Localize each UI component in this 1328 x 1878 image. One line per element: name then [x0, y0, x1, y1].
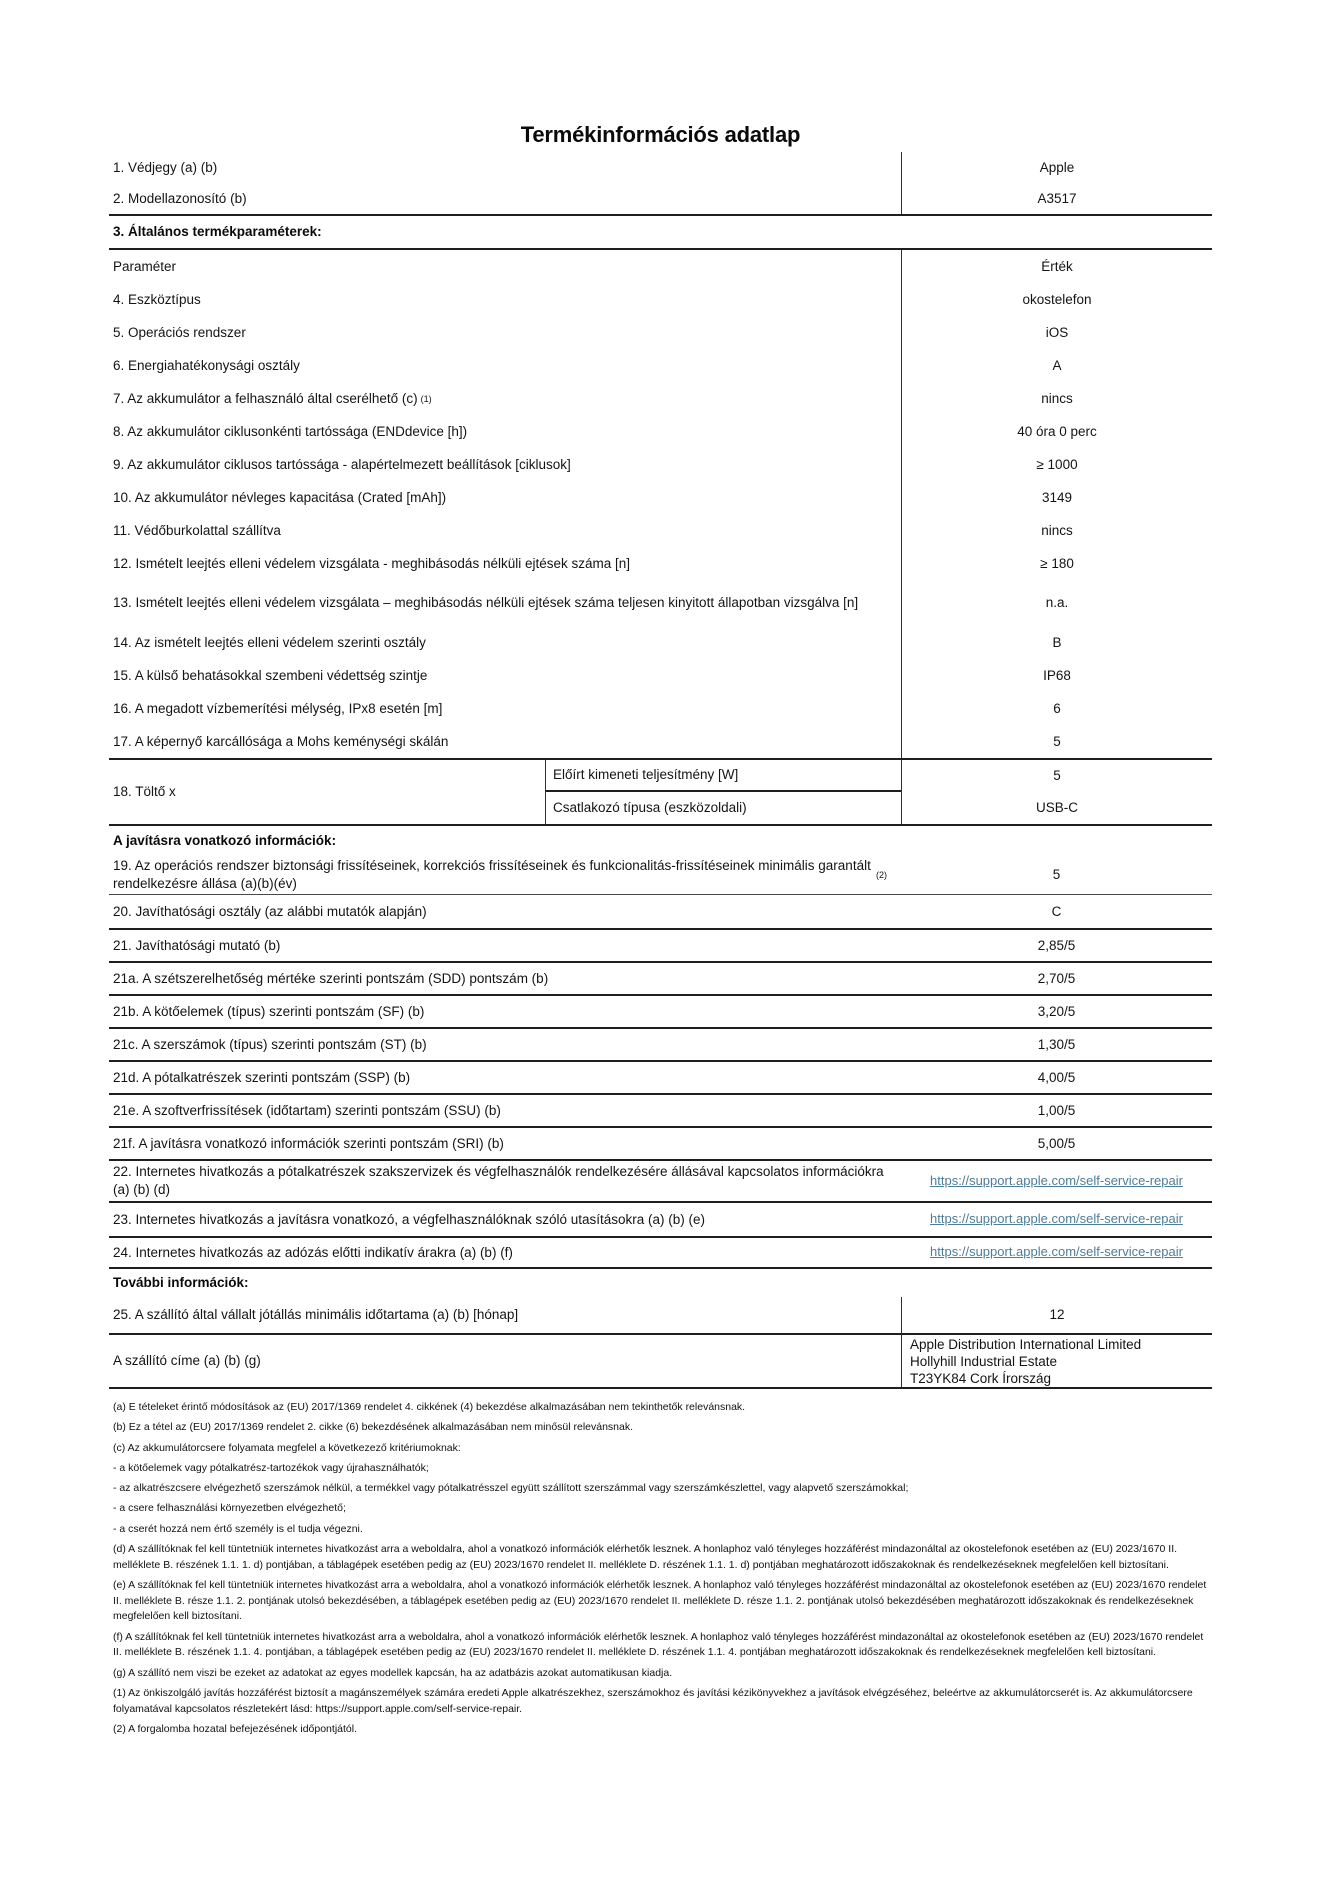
footnote: (f) A szállítóknak fel kell tüntetniük internetes hivatkozást arra a weboldalra, ahol a vonatkozó információk elérhetők lesznek. A honlaphoz való tényleges hozzáférést mindazonáltal az okostelefonok esetében az (EU) 2023/1670 rendelet II. melléklete B. részének 1.1. 4. pontjában, a táblagépek esetében pedig az (EU) 2023/1670 rendelet II. melléklete D. részének 1.1. 4. pontjában meghatározott időszakoknak és rendelkezéseknek megfelelően kell biztosítani. [113, 1630, 1204, 1659]
table-row-battery-cycles [109, 448, 1212, 481]
row-label: 21. Javíthatósági mutató (b) [113, 937, 281, 953]
table-row-battery-replaceable [109, 382, 1212, 415]
row-label: 12. Ismételt leejtés elleni védelem vizsgálata - meghibásodás nélküli ejtések száma [n] [113, 555, 631, 571]
table-row-score-sdd [109, 963, 1212, 996]
table-row-repair-index [109, 930, 1212, 963]
row-value [901, 1203, 1212, 1236]
footnote: (g) A szállító nem viszi be ezeket az adatokat az egyes modellek kapcsán, ha az adatbázis azokat automatikusan kiadja. [113, 1666, 673, 1679]
row-label-text: 19. Az operációs rendszer biztonsági frissítéseinek, korrekciós frissítéseinek és funkcionalitás-frissítéseinek minimális garantált rendelkezésre állása (a)(b)(év) [113, 858, 871, 891]
row-value: 6 [901, 692, 1212, 725]
address-line: Hollyhill Industrial Estate [910, 1353, 1058, 1369]
row-value: 2,85/5 [1037, 937, 1076, 953]
footnote: (a) E tételeket érintő módosítások az (EU) 2017/1369 rendelet 4. cikkének (4) bekezdése alkalmazásában nem tekinthetők relevánsnak. [113, 1401, 746, 1413]
table-row-drop-test [109, 547, 1212, 580]
row-value: B [901, 626, 1212, 659]
row-label-text: 7. Az akkumulátor a felhasználó által cserélhető (c) [113, 390, 418, 406]
row-value: 5 [1052, 867, 1061, 883]
support-link[interactable]: https://support.apple.com/self-service-repair [930, 1211, 1183, 1227]
table-row-energy-class [109, 349, 1212, 382]
row-value: 1,00/5 [1037, 1102, 1076, 1118]
footnotes-block [109, 1389, 1212, 1738]
table-row-scratch-resistance [109, 725, 1212, 760]
table-row-score-ssu [109, 1095, 1212, 1128]
row-label: 5. Operációs rendszer [113, 324, 246, 340]
row-label: 2. Modellazonosító (b) [113, 190, 247, 206]
table-row-battery-endurance [109, 415, 1212, 448]
row-label: 21e. A szoftverfrissítések (időtartam) szerinti pontszám (SSU) (b) [113, 1102, 501, 1118]
support-link[interactable]: https://support.apple.com/self-service-repair [930, 1244, 1183, 1260]
row-value: n.a. [901, 580, 1212, 626]
row-value: 12 [901, 1297, 1212, 1333]
row-label: 21d. A pótalkatrészek szerinti pontszám (SSP) (b) [113, 1069, 411, 1085]
table-row-warranty [109, 1297, 1212, 1335]
table-row-indicative-prices-link [109, 1238, 1212, 1269]
row-value: okostelefon [901, 283, 1212, 316]
charger-subrow-connector [545, 792, 1212, 824]
row-value: 1,30/5 [1037, 1036, 1076, 1052]
section-header-general: 3. Általános termékparaméterek: [109, 216, 1212, 250]
row-label: 20. Javíthatósági osztály (az alábbi mutatók alapján) [113, 903, 427, 919]
row-label: 15. A külső behatásokkal szembeni védettség szintje [113, 667, 428, 683]
row-label: Előírt kimeneti teljesítmény [W] [545, 760, 901, 792]
row-value: 3149 [901, 481, 1212, 514]
table-row-spare-parts-link [109, 1161, 1212, 1203]
table-row-ingress-protection [109, 659, 1212, 692]
row-label: 21f. A javításra vonatkozó információk szerinti pontszám (SRI) (b) [113, 1135, 504, 1151]
footnote: - a kötőelemek vagy pótalkatrész-tartozékok vagy újrahasználhatók; [113, 1461, 429, 1474]
row-label: 9. Az akkumulátor ciklusos tartóssága - alapértelmezett beállítások [ciklusok] [113, 456, 571, 472]
table-row-score-ssp [109, 1062, 1212, 1095]
table-row-drop-class [109, 626, 1212, 659]
table-row-repair-class [109, 895, 1212, 930]
row-value: iOS [901, 316, 1212, 349]
table-row-os-updates [109, 856, 1212, 895]
column-header-param: Paraméter [113, 258, 177, 274]
row-label: 24. Internetes hivatkozás az adózás előtti indikatív árakra (a) (b) (f) [113, 1244, 513, 1260]
row-value: 40 óra 0 perc [901, 415, 1212, 448]
row-label: 18. Töltő x [113, 784, 176, 800]
table-row-drop-test-open [109, 580, 1212, 626]
row-value: 5 [901, 725, 1212, 758]
footnote: - a cserét hozzá nem értő személy is el tudja végezni. [113, 1522, 363, 1535]
table-row-os [109, 316, 1212, 349]
row-value: 5,00/5 [1037, 1135, 1076, 1151]
table-row-supplier-address [109, 1335, 1212, 1389]
footnote: (2) A forgalomba hozatal befejezésének időpontjától. [113, 1722, 357, 1735]
table-row-battery-capacity [109, 481, 1212, 514]
row-label: 19. Az operációs rendszer biztonsági frissítéseinek, korrekciós frissítéseinek és funkcionalitás-frissítéseinek minimális garantált rendelkezésre állása (a)(b)(év) (2) [113, 858, 887, 891]
row-label: 11. Védőburkolattal szállítva [113, 522, 281, 538]
row-label: Csatlakozó típusa (eszközoldali) [545, 792, 901, 824]
row-value [901, 1238, 1212, 1267]
charger-subtable [545, 760, 1212, 824]
row-value: 5 [901, 760, 1212, 792]
row-label: 23. Internetes hivatkozás a javításra vonatkozó, a végfelhasználóknak szóló utasításokra (a) (b) (e) [113, 1211, 706, 1227]
row-label: 7. Az akkumulátor a felhasználó által cserélhető (c) (1) [113, 390, 432, 406]
row-label: 21a. A szétszerelhetőség mértéke szerinti pontszám (SDD) pontszám (b) [113, 970, 549, 986]
row-value: IP68 [901, 659, 1212, 692]
row-label: 4. Eszköztípus [113, 291, 201, 307]
footnote: (e) A szállítóknak fel kell tüntetniük internetes hivatkozást arra a weboldalra, ahol a vonatkozó információk elérhetők lesznek. A honlaphoz való tényleges hozzáférést mindazonáltal az okostelefonok esetében az (EU) 2023/1670 rendelet II. melléklete B. része 1.1. 2. pontjának utolsó bekezdésében, a táblagépek esetében pedig az (EU) 2023/1670 rendelet II. melléklete D. része 1.1. 2. pontjának utolsó bekezdésében meghatározott időszakoknak és rendelkezéseknek megfelelően kell biztosítani. [113, 1578, 1207, 1623]
row-label: 25. A szállító által vállalt jótállás minimális időtartama (a) (b) [hónap] [113, 1307, 519, 1323]
row-label: 21b. A kötőelemek (típus) szerinti pontszám (SF) (b) [113, 1003, 425, 1019]
footnote: - a csere felhasználási környezetben elvégezhető; [113, 1502, 346, 1515]
row-label: 14. Az ismételt leejtés elleni védelem szerinti osztály [113, 634, 426, 650]
row-label: 6. Energiahatékonysági osztály [113, 357, 300, 373]
row-value: ≥ 1000 [901, 448, 1212, 481]
table-row-charger [109, 760, 1212, 826]
table-row-score-sri [109, 1128, 1212, 1161]
row-value: 2,70/5 [1037, 970, 1076, 986]
footnote: - az alkatrészcsere elvégezhető szerszámok nélkül, a termékkel vagy pótalkatrésszel együtt szállított szerszámmal vagy szerszámkészlettel, vagy alapvető szerszámokkal; [113, 1482, 909, 1494]
row-value: A [901, 349, 1212, 382]
section-header-repair: A javításra vonatkozó információk: [113, 833, 337, 849]
footnote: (1) Az önkiszolgáló javítás hozzáférést biztosít a magánszemélyek számára eredeti Apple alkatrészekhez, szerszámokhoz és javítási kézikönyvekhez a javítások elvégzéséhez, beleértve az akkumulátorcserét is. Az akkumulátorcsere folyamatával kapcsolatos részletekért lásd: https://support.apple.com/self-service-repair. [113, 1686, 1193, 1715]
row-value: Apple [901, 152, 1212, 183]
supplier-address [901, 1335, 1212, 1387]
row-label: 13. Ismételt leejtés elleni védelem vizsgálata – meghibásodás nélküli ejtések száma teljesen kinyitott állapotban vizsgálva [n] [113, 595, 859, 611]
support-link[interactable]: https://support.apple.com/self-service-repair [930, 1172, 1183, 1188]
table-row-score-sf [109, 996, 1212, 1029]
row-label: 17. A képernyő karcállósága a Mohs keménységi skálán [113, 733, 449, 749]
page-title: Termékinformációs adatlap [520, 122, 801, 147]
table-row-model-id [109, 183, 1212, 216]
row-value: nincs [901, 382, 1212, 415]
table-row-immersion-depth [109, 692, 1212, 725]
row-label: 22. Internetes hivatkozás a pótalkatrészek szakszervizek és végfelhasználók rendelkezésére állásával kapcsolatos információkra (a) (b) (d) [113, 1164, 884, 1197]
row-label: 21c. A szerszámok (típus) szerinti pontszám (ST) (b) [113, 1036, 427, 1052]
column-header-value: Érték [901, 250, 1212, 283]
row-value [901, 1161, 1212, 1201]
row-label: 10. Az akkumulátor névleges kapacitása (Crated [mAh]) [113, 489, 447, 505]
table-row-repair-instructions-link [109, 1203, 1212, 1238]
row-label: A szállító címe (a) (b) (g) [113, 1353, 261, 1369]
footnote: (b) Ez a tétel az (EU) 2017/1369 rendelet 2. cikke (6) bekezdésének alkalmazásában nem minősül relevánsnak. [113, 1421, 634, 1434]
row-label: 16. A megadott vízbemerítési mélység, IPx8 esetén [m] [113, 700, 443, 716]
datasheet-table [109, 152, 1212, 1389]
table-row-score-st [109, 1029, 1212, 1062]
row-label: 8. Az akkumulátor ciklusonkénti tartóssága (ENDdevice [h]) [113, 423, 468, 439]
column-header-row [109, 250, 1212, 283]
row-value: 4,00/5 [1037, 1069, 1076, 1085]
address-line: Apple Distribution International Limited [910, 1336, 1142, 1352]
section-header-more-info: További információk: [113, 1275, 249, 1291]
row-value: 3,20/5 [1037, 1003, 1076, 1019]
row-value: ≥ 180 [901, 547, 1212, 580]
charger-subrow-power [545, 760, 1212, 792]
footnote: (c) Az akkumulátorcsere folyamata megfelel a következező kritériumoknak: [113, 1441, 461, 1454]
table-row-device-type [109, 283, 1212, 316]
row-value: A3517 [901, 183, 1212, 214]
row-value: USB-C [901, 792, 1212, 824]
table-row-trademark [109, 152, 1212, 183]
footnote: (d) A szállítóknak fel kell tüntetniük internetes hivatkozást arra a weboldalra, ahol a vonatkozó információk elérhetők lesznek. A honlaphoz való tényleges hozzáférést mindazonáltal az okostelefonok esetében az (EU) 2023/1670 II. melléklete B. részének 1.1. 1. d) pontjában, a táblagépek esetében pedig az (EU) 2023/1670 rendelet II. melléklete D. részének 1.1. 1. d) pontjában meghatározott időszakoknak és rendelkezéseknek megfelelően kell biztosítani. [113, 1542, 1178, 1571]
row-value: nincs [901, 514, 1212, 547]
row-value: C [1051, 903, 1062, 919]
address-line: T23YK84 Cork Írország [910, 1370, 1052, 1386]
row-label: 1. Védjegy (a) (b) [113, 159, 218, 175]
table-row-protective-case [109, 514, 1212, 547]
